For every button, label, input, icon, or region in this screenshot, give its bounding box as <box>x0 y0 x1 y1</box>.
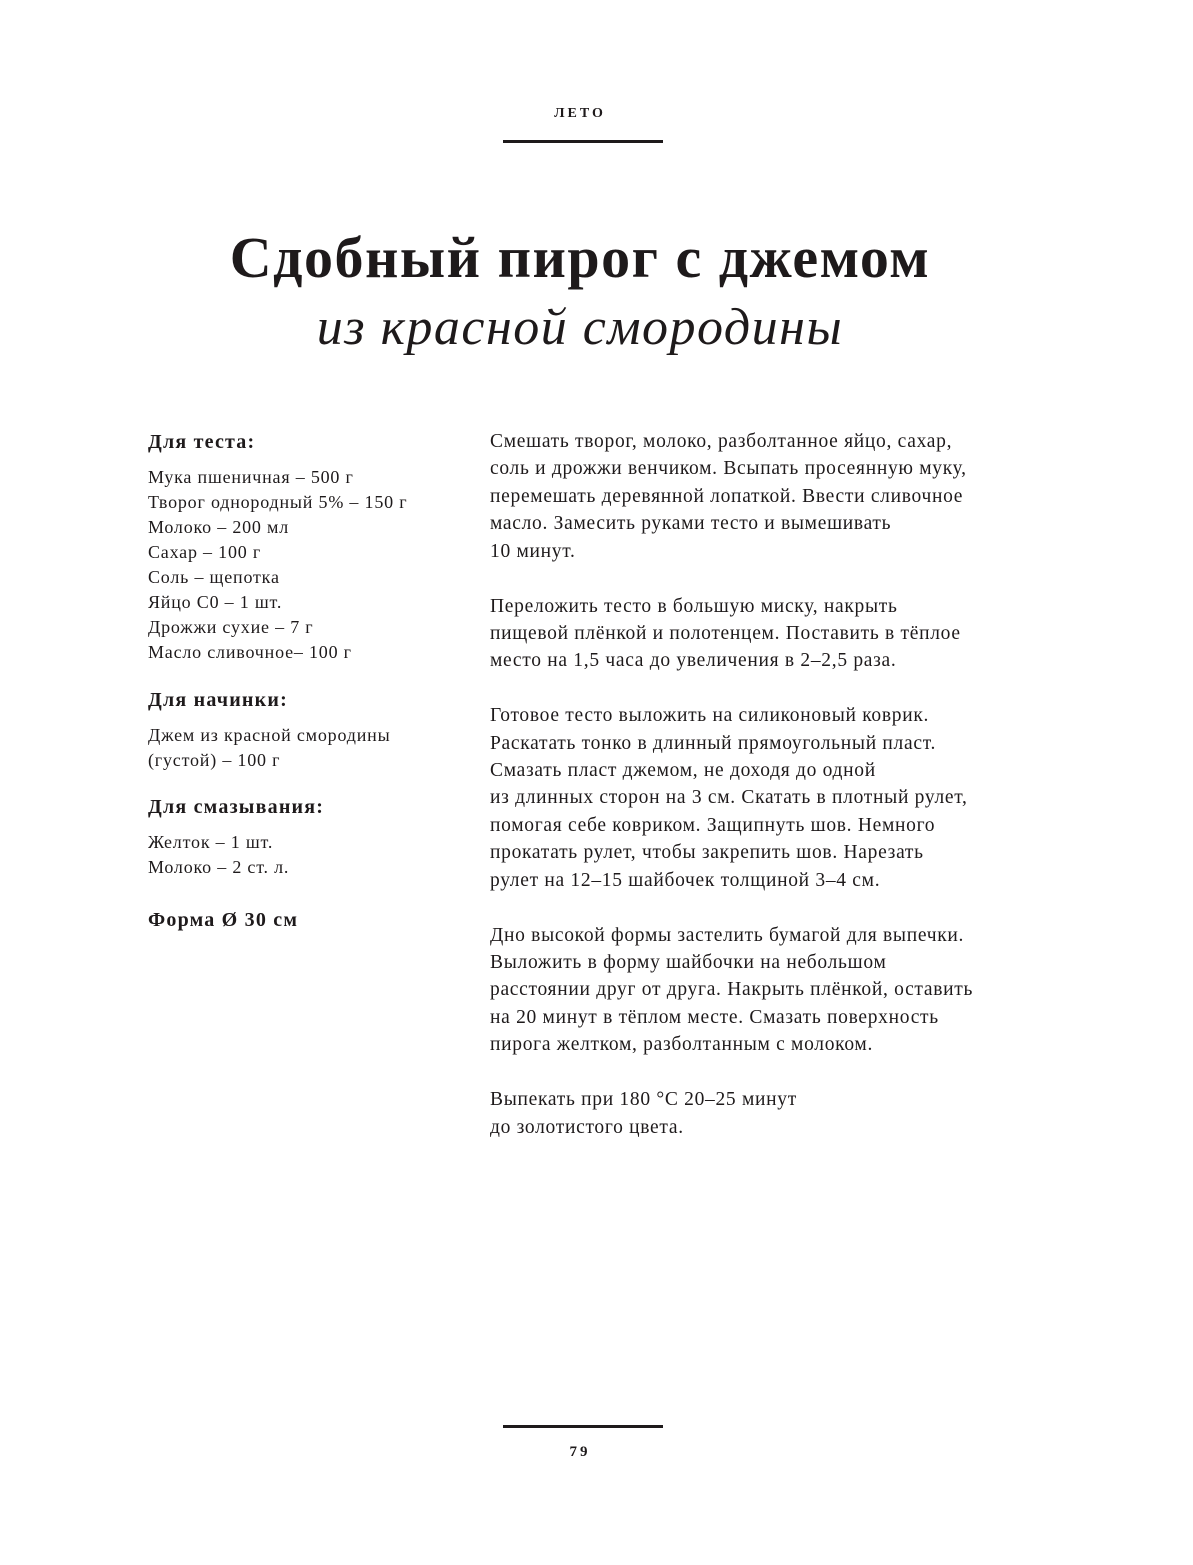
method-line: пирога желтком, разболтанным с молоком. <box>490 1034 874 1056</box>
recipe-subtitle: из красной смородины <box>316 299 844 356</box>
ingredient-item: Масло сливочное– 100 г <box>148 642 352 662</box>
method-line: перемешать деревянной лопаткой. Ввести сливочное <box>490 485 964 507</box>
ingredient-list-filling <box>148 723 468 773</box>
method-line: Смазать пласт джемом, не доходя до одной <box>490 760 876 782</box>
method-step <box>490 702 1030 894</box>
ingredient-group-dough <box>148 428 468 665</box>
method-line: Смешать творог, молоко, разболтанное яйцо, сахар, <box>490 431 953 452</box>
method-line: пищевой плёнкой и полотенцем. Поставить в тёплое <box>490 622 961 644</box>
ingredient-list-glaze <box>148 830 468 880</box>
ingredient-item: Молоко – 2 ст. л. <box>148 857 290 877</box>
ingredient-heading-glaze: Для смазывания: <box>148 796 325 818</box>
ingredient-group-filling <box>148 686 468 773</box>
ingredient-list-dough <box>148 465 468 665</box>
ingredient-item: Сахар – 100 г <box>148 542 262 562</box>
method-line: из длинных сторон на 3 см. Скатать в плотный рулет, <box>490 787 968 809</box>
section-label: ЛЕТО <box>554 106 606 121</box>
page-number: 79 <box>569 1444 591 1460</box>
method-line: помогая себе ковриком. Защипнуть шов. Немного <box>490 814 936 836</box>
method-line: соль и дрожжи венчиком. Всыпать просеянную муку, <box>490 458 967 480</box>
recipe-title: Сдобный пирог с джемом <box>229 225 931 290</box>
method-line: Переложить тесто в большую миску, накрыть <box>490 595 898 617</box>
method-line: масло. Замесить руками тесто и вымешивать <box>490 513 892 535</box>
method-line: расстоянии друг от друга. Накрыть плёнкой, оставить <box>490 979 974 1001</box>
ingredient-item: Мука пшеничная – 500 г <box>148 467 354 487</box>
method-step <box>490 922 1030 1059</box>
ingredient-item: Яйцо С0 – 1 шт. <box>148 592 283 612</box>
ingredient-item: Творог однородный 5% – 150 г <box>148 492 408 512</box>
method-line: прокатать рулет, чтобы закрепить шов. Нарезать <box>490 842 924 864</box>
method-line: Выпекать при 180 °С 20–25 минут <box>490 1089 797 1111</box>
method-line: на 20 минут в тёплом месте. Смазать поверхность <box>490 1006 939 1028</box>
ingredient-heading-dough: Для теста: <box>148 431 256 453</box>
ingredients-column <box>148 428 468 934</box>
ingredient-item: Дрожжи сухие – 7 г <box>148 617 314 637</box>
header-rule <box>503 140 663 143</box>
footer-rule <box>503 1425 663 1428</box>
method-line: Дно высокой формы застелить бумагой для выпечки. <box>490 924 965 946</box>
method-step <box>490 428 1030 565</box>
method-line: Готовое тесто выложить на силиконовый коврик. <box>490 705 930 727</box>
pan-size: Форма Ø 30 см <box>148 909 299 931</box>
method-line: до золотистого цвета. <box>490 1116 684 1138</box>
method-column <box>490 428 1030 1168</box>
method-line: 10 минут. <box>490 540 576 562</box>
ingredient-item: Желток – 1 шт. <box>148 832 274 852</box>
ingredient-heading-filling: Для начинки: <box>148 689 288 711</box>
ingredient-item: Молоко – 200 мл <box>148 517 290 537</box>
ingredient-item: Джем из красной смородины <box>148 725 391 745</box>
ingredient-item: (густой) – 100 г <box>148 750 281 770</box>
method-step <box>490 1086 1030 1141</box>
method-line: место на 1,5 часа до увеличения в 2–2,5 раза. <box>490 650 897 672</box>
method-line: рулет на 12–15 шайбочек толщиной 3–4 см. <box>490 869 881 891</box>
ingredient-group-glaze <box>148 793 468 880</box>
method-line: Раскатать тонко в длинный прямоугольный пласт. <box>490 732 937 754</box>
method-line: Выложить в форму шайбочки на небольшом <box>490 952 887 973</box>
method-step <box>490 593 1030 675</box>
ingredient-item: Соль – щепотка <box>148 567 280 587</box>
